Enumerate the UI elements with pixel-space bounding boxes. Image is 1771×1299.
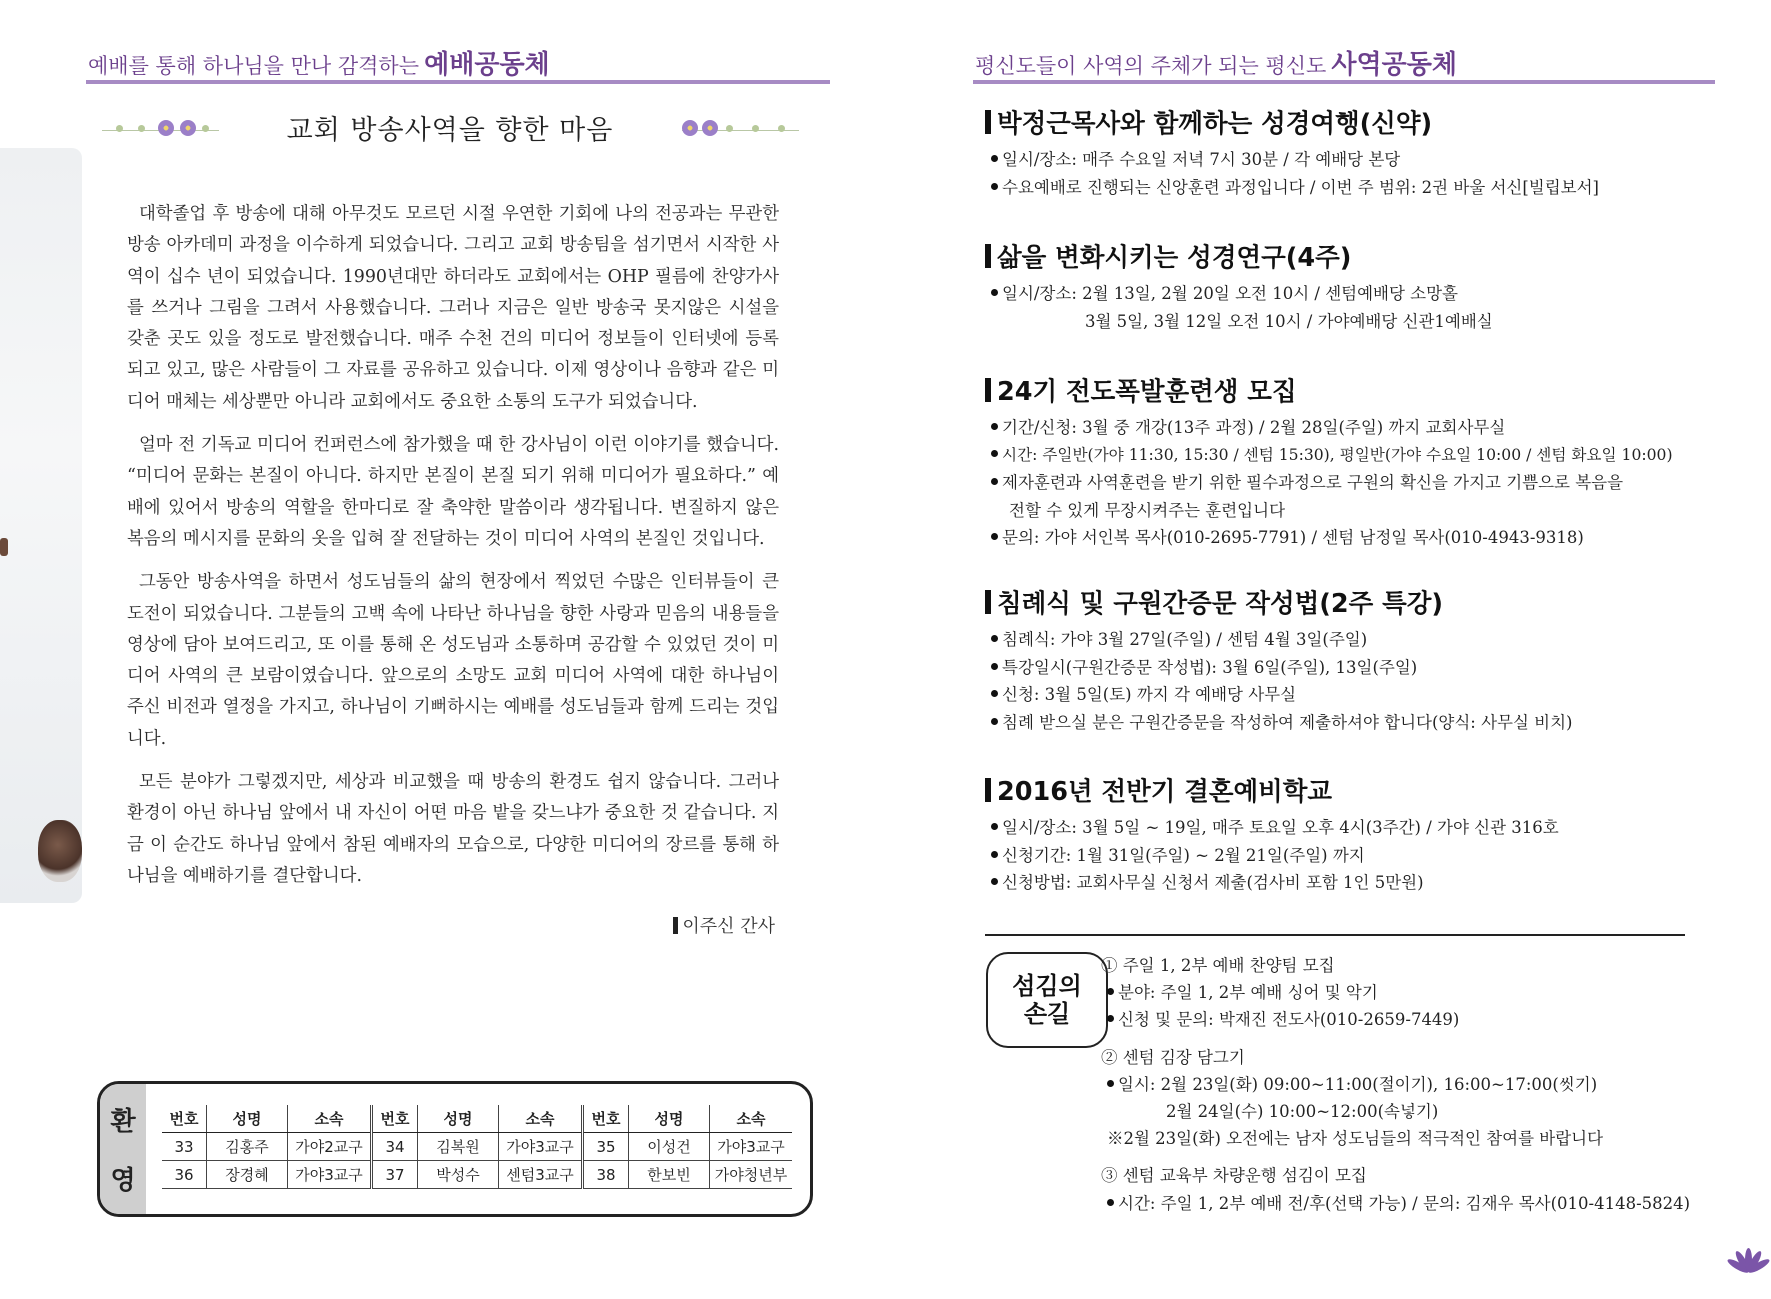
table-cell: 센텀3교구 [499,1161,583,1189]
header-cell: 성명 [418,1105,499,1133]
table-cell: 이성건 [629,1133,710,1161]
bullet-icon [991,823,998,830]
bullet-icon [991,478,998,485]
bullet-icon [991,635,998,642]
section-divider [985,934,1685,936]
welcome-table-header [162,1105,792,1133]
list-item: 수요예배로 진행되는 신앙훈련 과정입니다 / 이번 주 범위: 2권 바울 서신[빌립보서] [991,174,1685,202]
header-cell: 소속 [710,1105,793,1133]
list-item: 일시/장소: 2월 13일, 2월 20일 오전 10시 / 센텀예배당 소망홀 [991,280,1685,308]
article-author: 이주신 간사 [673,912,775,938]
list-item-continued: 전할 수 있게 무장시켜주는 훈련입니다 [1009,500,1286,520]
table-cell: 김홍주 [207,1133,288,1161]
serve-item-line: 신청 및 문의: 박재진 전도사(010-2659-7449) [1101,1006,1721,1033]
section-evangelism-training [985,372,1685,552]
article-paragraph: 얼마 전 기독교 미디어 컨퍼런스에 참가했을 때 한 강사님이 이런 이야기를 했습니다. “미디어 문화는 본질이 아니다. 하지만 본질이 본질 되기 위해 미디어가 필요하다.” 예배에 있어서 방송의 역할을 한마디로 잘 축약한 말씀이라 생각됩니다. 변질하지 않은 복음의 메시지를 문화의 옷을 입혀 잘 전달하는 것이 미디어 사역의 본질인 것입니다. [127,435,779,549]
section-title: 24기 전도폭발훈련생 모집 [985,372,1685,408]
header-cell: 번호 [162,1105,207,1133]
serve-list [1101,952,1721,1217]
table-cell: 34 [372,1133,418,1161]
article-paragraph: 그동안 방송사역을 하면서 성도님들의 삶의 현장에서 찍었던 수많은 인터뷰들이 큰 도전이 되었습니다. 그분들의 고백 속에 나타난 하나님을 향한 사랑과 믿음의 내용들을 영상에 담아 보여드리고, 또 이를 통해 온 성도님과 소통하며 공감할 수 있었던 것이 미디어 사역의 큰 보람이였습니다. 앞으로의 소망도 교회 미디어 사역에 대한 하나님이 주신 비전과 열정을 가지고, 하나님이 기뻐하시는 예배를 성도님들과 함께 드리는 것입니다. [127,572,779,749]
welcome-side-label [100,1084,146,1214]
serve-item-line: 일시: 2월 23일(화) 09:00~11:00(절이기), 16:00~17:00(씻기) [1101,1071,1721,1098]
section-title: 2016년 전반기 결혼예비학교 [985,772,1685,808]
serve-item-line: 분야: 주일 1, 2부 예배 싱어 및 악기 [1101,979,1721,1006]
header-cell: 성명 [207,1105,288,1133]
list-item: 신청기간: 1월 31일(주일) ~ 2월 21일(주일) 까지 [991,842,1685,870]
list-item: 신청방법: 교회사무실 신청서 제출(검사비 포함 1인 5만원) [991,869,1685,897]
bullet-icon [991,878,998,885]
bullet-icon [1107,1080,1114,1087]
article-title: 교회 방송사역을 향한 마음 [286,115,614,146]
table-cell: 36 [162,1161,207,1189]
right-header-title: 사역공동체 [1331,50,1457,80]
bullet-icon [991,718,998,725]
header-cell: 소속 [288,1105,372,1133]
table-cell: 가야청년부 [710,1161,793,1189]
list-item: 기간/신청: 3월 중 개강(13주 과정) / 2월 28일(주일) 까지 교회사무실 [991,414,1685,442]
left-header-subtitle: 예배를 통해 하나님을 만나 감격하는 [88,54,419,78]
serve-badge-line-1: 섬김의 [1012,972,1082,1000]
header-cell: 소속 [499,1105,583,1133]
decorative-photo [0,148,82,903]
table-cell: 38 [583,1161,629,1189]
list-item: 문의: 가야 서인복 목사(010-2695-7791) / 센텀 남정일 목사(010-4943-9318) [991,524,1685,552]
right-section-header [975,44,1457,81]
serve-item-title: ③ 센텀 교육부 차량운행 섬김이 모집 [1101,1166,1367,1186]
bullet-icon [1107,1015,1114,1022]
flower-corner-icon [1728,1246,1768,1286]
table-cell: 김복원 [418,1133,499,1161]
bullet-icon [991,851,998,858]
table-cell: 33 [162,1133,207,1161]
serve-item-line: 시간: 주일 1, 2부 예배 전/후(선택 가능) / 문의: 김재우 목사(010-4148-5824) [1101,1190,1721,1217]
bullet-icon [991,533,998,540]
serve-item-title: ② 센텀 김장 담그기 [1101,1047,1245,1067]
serve-badge [986,952,1108,1048]
table-cell: 가야3교구 [499,1133,583,1161]
bullet-icon [991,423,998,430]
bullet-icon [1107,1199,1114,1206]
left-header-underline [86,80,830,84]
bullet-icon [1107,988,1114,995]
list-item: 신청: 3월 5일(토) 까지 각 예배당 사무실 [991,681,1685,709]
bullet-icon [991,289,998,296]
bullet-icon [991,183,998,190]
table-cell: 한보빈 [629,1161,710,1189]
article-paragraph: 대학졸업 후 방송에 대해 아무것도 모르던 시절 우연한 기회에 나의 전공과는 무관한 방송 아카데미 과정을 이수하게 되었습니다. 그리고 교회 방송팀을 섬기면서 시작한 사역이 십수 년이 되었습니다. 1990년대만 하더라도 교회에서는 OHP 필름에 찬양가사를 쓰거나 그림을 그려서 사용했습니다. 그러나 지금은 일반 방송국 못지않은 시설을 갖춘 곳도 있을 정도로 발전했습니다. 매주 수천 건의 미디어 정보들이 인터넷에 등록되고 있고, 많은 사람들이 그 자료를 공유하고 있습니다. 이제 영상이나 음향과 같은 미디어 매체는 세상뿐만 아니라 교회에서도 중요한 소통의 도구가 되었습니다. [127,204,779,412]
section-baptism [985,584,1685,736]
left-header-title: 예배공동체 [424,50,550,80]
table-row [162,1161,792,1189]
header-cell: 번호 [372,1105,418,1133]
serve-item-title: ① 주일 1, 2부 예배 찬양팀 모집 [1101,956,1335,975]
welcome-char-2: 영 [110,1166,136,1196]
welcome-box [97,1081,813,1217]
serve-badge-line-2: 손길 [1023,1000,1071,1028]
list-item: 일시/장소: 매주 수요일 저녁 7시 30분 / 각 예배당 본당 [991,146,1685,174]
section-bible-journey [985,104,1685,201]
list-item: 침례 받으실 분은 구원간증문을 작성하여 제출하셔야 합니다(양식: 사무실 비치) [991,709,1685,737]
list-item: 제자훈련과 사역훈련을 받기 위한 필수과정으로 구원의 확신을 가지고 기쁨으로 복음을 [991,469,1685,497]
article-paragraph: 모든 분야가 그렇겠지만, 세상과 비교했을 때 방송의 환경도 쉽지 않습니다. 그러나 환경이 아닌 하나님 앞에서 내 자신이 어떤 마음 밭을 갖느냐가 중요한 것 같습니다. 지금 이 순간도 하나님 앞에서 참된 예배자의 모습으로, 다양한 미디어의 장르를 통해 하나님을 예배하기를 결단합니다. [127,772,779,886]
section-marriage-school [985,772,1685,897]
table-cell: 장경혜 [207,1161,288,1189]
section-title: 침례식 및 구원간증문 작성법(2주 특강) [985,584,1685,620]
table-cell: 37 [372,1161,418,1189]
left-section-header [88,44,550,81]
list-item: 특강일시(구원간증문 작성법): 3월 6일(주일), 13일(주일) [991,654,1685,682]
pinecone-image [38,820,82,882]
list-item: 침례식: 가야 3월 27일(주일) / 센텀 4월 3일(주일) [991,626,1685,654]
right-header-subtitle: 평신도들이 사역의 주체가 되는 평신도 [975,54,1327,78]
list-item-continued: 3월 5일, 3월 12일 오전 10시 / 가야예배당 신관1예배실 [1085,311,1493,331]
bullet-icon [991,690,998,697]
bullet-icon [991,450,998,457]
table-cell: 박성수 [418,1161,499,1189]
list-item: 시간: 주일반(가야 11:30, 15:30 / 센텀 15:30), 평일반(가야 수요일 10:00 / 센텀 화요일 10:00) [991,442,1685,470]
article-body [127,199,779,904]
right-header-underline [973,80,1715,84]
welcome-char-1: 환 [110,1107,136,1137]
header-cell: 성명 [629,1105,710,1133]
header-cell: 번호 [583,1105,629,1133]
bullet-icon [991,663,998,670]
table-row [162,1133,792,1161]
section-title: 삶을 변화시키는 성경연구(4주) [985,238,1685,274]
welcome-table [162,1105,792,1189]
table-cell: 가야3교구 [288,1161,372,1189]
table-cell: 가야3교구 [710,1133,793,1161]
serve-item-note: ※2월 23일(화) 오전에는 남자 성도님들의 적극적인 참여를 바랍니다 [1107,1129,1604,1149]
table-cell: 가야2교구 [288,1133,372,1161]
serve-item-continued: 2월 24일(수) 10:00~12:00(속넣기) [1166,1102,1439,1122]
table-cell: 35 [583,1133,629,1161]
list-item: 일시/장소: 3월 5일 ~ 19일, 매주 토요일 오후 4시(3주간) / 가야 신관 316호 [991,814,1685,842]
twig-image [0,538,8,556]
bullet-icon [991,155,998,162]
section-title: 박정근목사와 함께하는 성경여행(신약) [985,104,1685,140]
section-bible-study [985,238,1685,335]
